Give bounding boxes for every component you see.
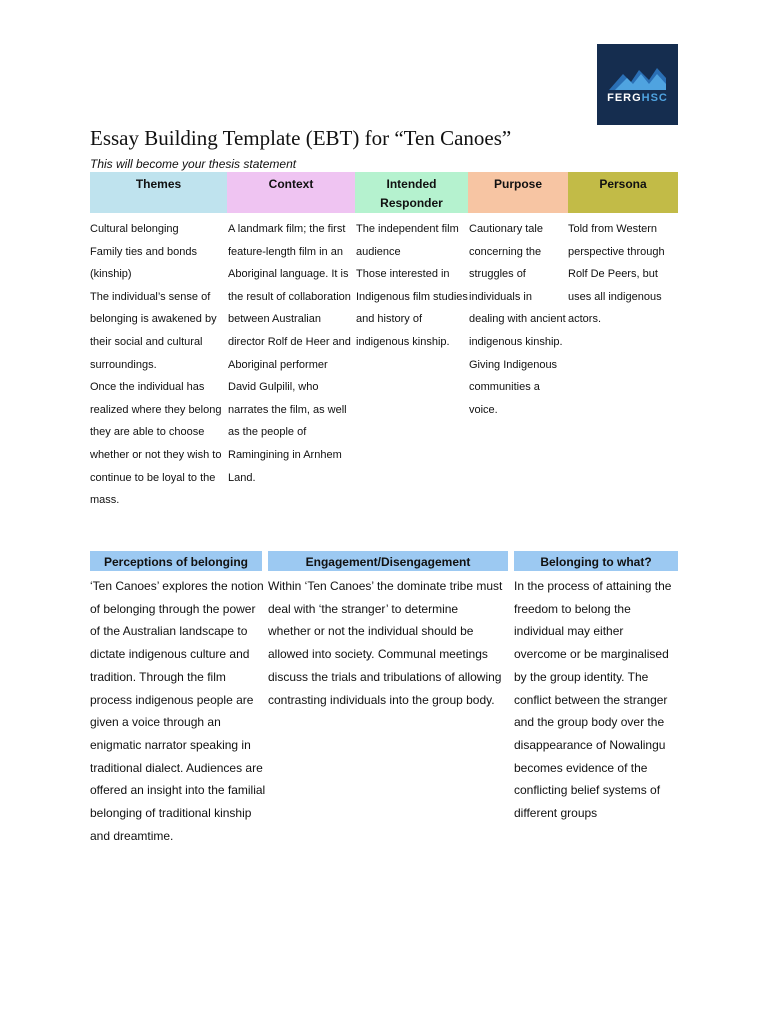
header-persona: [568, 172, 678, 213]
logo-text: [597, 92, 678, 104]
header-themes: [90, 172, 227, 213]
header-context: [227, 172, 355, 213]
header-engagement-disengagement: Engagement/Disengagement: [268, 551, 508, 571]
themes-item: Cultural belonging: [90, 223, 179, 235]
responder-item: Those interested in Indigenous film studies and history of indigenous kinship.: [356, 268, 468, 348]
document-subtitle: This will become your thesis statement: [90, 157, 297, 171]
header-themes-label: Themes: [135, 177, 182, 191]
document-title: Essay Building Template (EBT) for “Ten Canoes”: [90, 126, 512, 150]
themes-column: [90, 218, 228, 512]
header-purpose-label: Purpose: [493, 177, 542, 191]
responder-item: The independent film audience: [356, 223, 459, 258]
purpose-item: Giving Indigenous communities a voice.: [469, 358, 558, 416]
responder-column: [356, 218, 468, 354]
belonging-text: In the process of attaining the freedom to belong the individual may either overcome or be marginalised by the group identity. The conflict between the stranger and the group body over the disappearance of Nowalingu becomes evidence of the conflicting belief systems of different groups: [514, 579, 672, 821]
purpose-item: Cautionary tale concerning the struggles of individuals in dealing with ancient indigenous kinship.: [469, 223, 566, 348]
header-belonging-to-what: Belonging to what?: [514, 551, 678, 571]
engagement-text: Within ‘Ten Canoes’ the dominate tribe must deal with ‘the stranger’ to determine whether or not the individual should be allowed into society. Communal meetings discuss the trials and tribulations of allowing contrasting individuals into the group body.: [268, 579, 503, 707]
persona-column: [568, 218, 674, 331]
context-column: [228, 218, 356, 489]
logo-text-hsc: HSC: [641, 92, 668, 104]
header-context-label: Context: [268, 177, 314, 191]
purpose-column: [469, 218, 567, 421]
perceptions-text: ‘Ten Canoes’ explores the notion of belonging through the power of the Australian landscape to dictate indigenous culture and tradition. Through the film process indigenous people are given a voice through an enigmatic narrator speaking in traditional dialect. Audiences are offered an insight into the familial belonging of traditional kinship and dreamtime.: [90, 579, 266, 843]
mountain-logo-icon: [609, 62, 666, 92]
header-intended-responder: [355, 172, 468, 213]
persona-item: Told from Western perspective through Rolf De Peers, but uses all indigenous actors.: [568, 223, 665, 326]
themes-item: Family ties and bonds (kinship): [90, 245, 197, 281]
themes-item: The individual’s sense of belonging is awakened by their social and cultural surroundings.: [90, 290, 217, 371]
header-intended-responder-label: Intended Responder: [380, 177, 443, 210]
header-persona-label: Persona: [599, 177, 647, 191]
header-purpose: [468, 172, 568, 213]
ferghsc-logo: [597, 44, 678, 125]
logo-text-ferg: FERG: [607, 92, 642, 104]
header-perceptions-of-belonging: Perceptions of belonging: [90, 551, 262, 571]
themes-item: Once the individual has realized where they belong they are able to choose whether or not they wish to continue to be loyal to the mass.: [90, 381, 222, 507]
context-item: A landmark film; the first feature-length film in an Aboriginal language. It is the result of collaboration between Australian director Rolf de Heer and Aboriginal performer David Gulpilil, who narrates the film, as well as the people of Ramingining in Arnhem Land.: [228, 223, 351, 484]
